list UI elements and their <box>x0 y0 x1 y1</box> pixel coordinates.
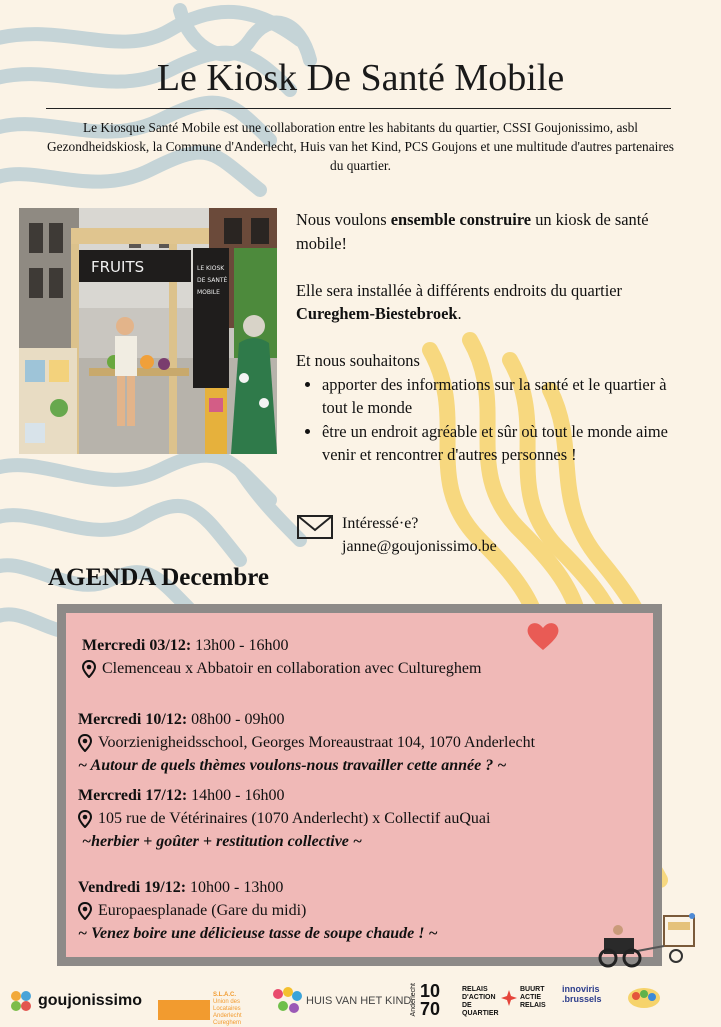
innoviris-logo: innoviris .brussels <box>562 984 602 1004</box>
agenda-event <box>78 708 668 777</box>
list-item: • être un endroit agréable et sûr où tout le monde aime venir et rencontrer d'autres personnes ! <box>322 420 686 467</box>
event-place: Europaesplanade (Gare du midi) <box>98 902 307 919</box>
anderlecht-logo: Anderlecht 1070 <box>410 981 441 1019</box>
slac-house-icon <box>158 1000 210 1020</box>
event-note: ~ Autour de quels thèmes voulons-nous travailler cette année ? ~ <box>78 757 507 774</box>
event-place: Clemenceau x Abbatoir en collaboration avec Cultureghem <box>102 660 482 677</box>
relais-fr-logo: RELAIS D'ACTION DE QUARTIER <box>462 986 499 1017</box>
goujonissimo-logo: goujonissimo <box>8 988 142 1014</box>
slac-logo: S.L.A.C. Union des Locataires Anderlecht Cureghem <box>158 992 267 1027</box>
location-pin-icon <box>78 734 92 752</box>
contact-email-link[interactable]: janne@goujonissimo.be <box>342 538 497 555</box>
contact-block <box>296 512 497 558</box>
event-day: Mercredi 03/12: <box>82 637 192 654</box>
community-emblem-icon <box>626 984 662 1010</box>
kiosk-photo <box>19 208 277 454</box>
wishes-list <box>296 373 686 467</box>
envelope-icon <box>296 512 336 542</box>
huis-figures-icon <box>270 986 304 1016</box>
kiosk-cart-illustration <box>592 908 704 972</box>
fruits-sign-text: FRUITS <box>91 258 145 276</box>
event-day: Mercredi 10/12: <box>78 711 188 728</box>
emphasis-together: ensemble construire <box>390 210 532 229</box>
paragraph-construct: Nous voulons ensemble construire un kiosk de santé mobile! <box>296 210 649 253</box>
event-time: 08h00 - 09h00 <box>187 711 285 728</box>
event-place: Voorzienigheidsschool, Georges Moreaustraat 104, 1070 Anderlecht <box>98 734 536 751</box>
svg-text:DE SANTÉ: DE SANTÉ <box>197 277 228 284</box>
relais-star-icon <box>500 989 518 1007</box>
svg-text:LE KIOSK: LE KIOSK <box>197 265 225 272</box>
event-day: Vendredi 19/12: <box>78 879 187 896</box>
contact-label: Intéressé·e? <box>342 515 419 532</box>
event-time: 10h00 - 13h00 <box>186 879 284 896</box>
location-pin-icon <box>82 660 96 678</box>
intro-paragraph: Le Kiosque Santé Mobile est une collaboration entre les habitants du quartier, CSSI Goujonissimo, asbl Gezondheidskiosk, la Commune d'Anderlecht, Huis van het Kind, PCS Goujons et une multitude d'autres partenaires du quartier. <box>46 120 674 173</box>
goujonissimo-icon <box>8 988 34 1014</box>
title-divider <box>46 108 671 109</box>
event-time: 13h00 - 16h00 <box>191 637 289 654</box>
page-title: Le Kiosk De Santé Mobile <box>156 57 565 99</box>
event-place: 105 rue de Vétérinaires (1070 Anderlecht) x Collectif auQuai <box>98 810 491 827</box>
event-time: 14h00 - 16h00 <box>187 787 285 804</box>
relais-nl-logo: BUURT ACTIE RELAIS <box>500 986 550 1010</box>
agenda-event <box>82 634 672 680</box>
agenda-event <box>78 876 668 945</box>
svg-text:MOBILE: MOBILE <box>197 289 220 296</box>
huis-van-het-kind-logo: HUIS VAN HET KIND <box>270 986 411 1016</box>
event-day: Mercredi 17/12: <box>78 787 188 804</box>
partner-logos <box>0 978 721 1024</box>
paragraph-location: Elle sera installée à différents endroits du quartier Cureghem-Biestebroek. <box>296 280 623 323</box>
list-item: • apporter des informations sur la santé et le quartier à tout le monde <box>322 373 686 420</box>
agenda-event <box>78 784 668 853</box>
location-pin-icon <box>78 810 92 828</box>
agenda-title: AGENDA Decembre <box>48 564 270 591</box>
paragraph-wishes: Et nous souhaitons <box>296 351 420 370</box>
description-block <box>296 208 686 467</box>
community-logo <box>626 984 662 1015</box>
emphasis-neighbourhood: Cureghem-Biestebroek <box>296 304 458 323</box>
event-note: ~ Venez boire une délicieuse tasse de soupe chaude ! ~ <box>78 925 438 942</box>
event-note: ~herbier + goûter + restitution collective ~ <box>82 833 363 850</box>
location-pin-icon <box>78 902 92 920</box>
